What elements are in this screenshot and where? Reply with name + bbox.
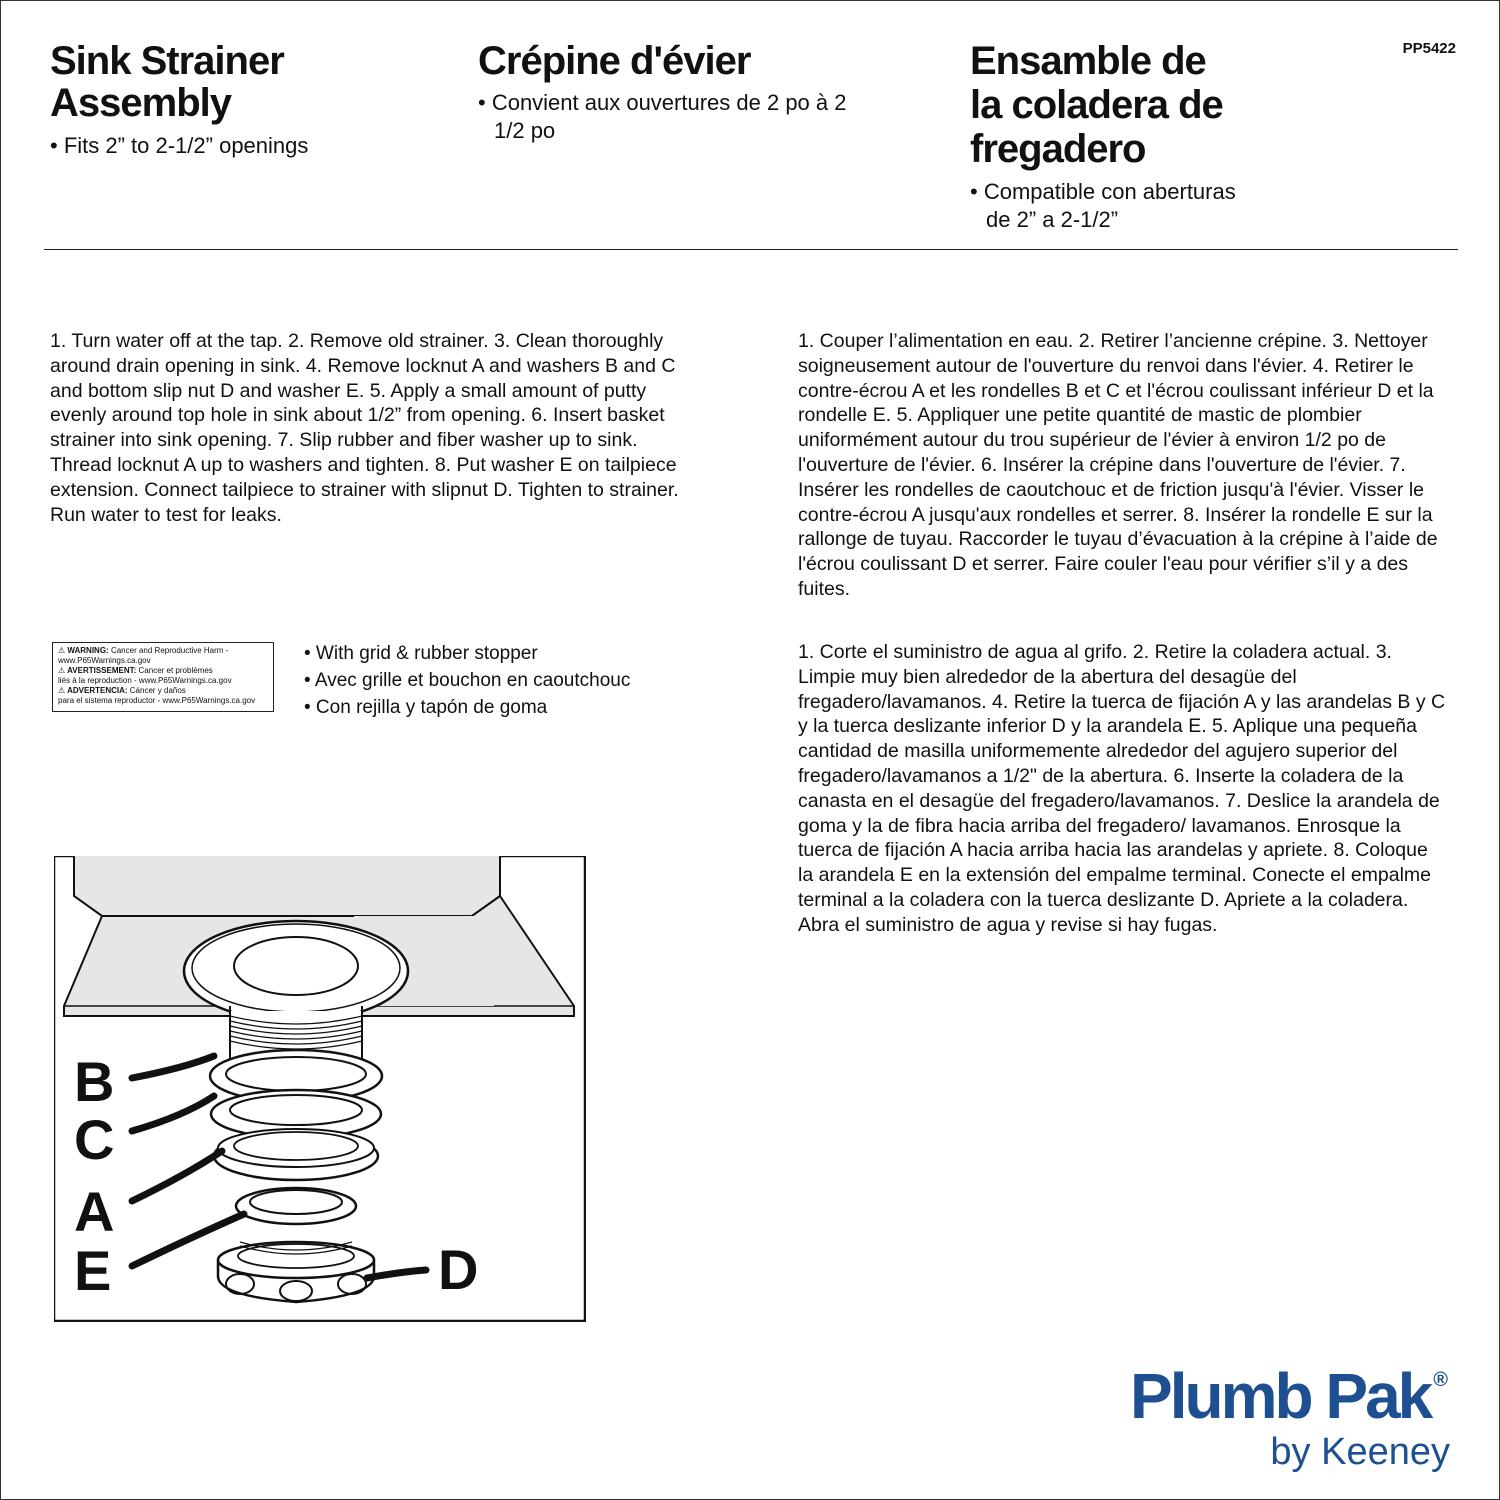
warning-url-fr: liés à la reproduction - www.P65Warnings.ca.gov bbox=[58, 676, 232, 685]
feature-item: • With grid & rubber stopper bbox=[304, 643, 538, 664]
instructions-english: 1. Turn water off at the tap. 2. Remove old strainer. 3. Clean thoroughly around drain opening in sink. 4. Remove locknut A and washers B and C and bottom slip nut D and washer E. 5. Apply a small amount of putty evenly around top hole in sink about 1/2” from opening. 6. Insert basket strainer into sink opening. 7. Slip rubber and fiber washer up to sink. Thread locknut A up to washers and tighten. 8. Put washer E on tailpiece extension. Connect tailpiece to strainer with slipnut D. Tighten to strainer. Run water to test for leaks. bbox=[50, 330, 679, 526]
subtitle-english: • Fits 2” to 2-1/2” openings bbox=[50, 133, 309, 158]
product-code: PP5422 bbox=[1402, 40, 1456, 57]
title-english-line1: Sink Strainer bbox=[50, 39, 284, 83]
warning-label-en: ⚠ WARNING: bbox=[58, 646, 109, 655]
label-d: D bbox=[438, 1238, 479, 1301]
label-c: C bbox=[74, 1108, 115, 1171]
warning-label-fr: ⚠ AVERTISSEMENT: bbox=[58, 666, 137, 675]
brand-name: Plumb Pak bbox=[1130, 1360, 1431, 1432]
subtitle-french-line2: 1/2 po bbox=[494, 118, 556, 143]
registered-mark: ® bbox=[1433, 1369, 1448, 1391]
feature-list bbox=[304, 640, 630, 721]
washer-e-hole bbox=[250, 1190, 342, 1214]
title-spanish-line3: fregadero bbox=[970, 127, 1146, 171]
warning-text-en: Cancer and Reproductive Harm - bbox=[108, 646, 229, 655]
title-english-line2: Assembly bbox=[50, 81, 231, 125]
washer-b-hole bbox=[226, 1057, 366, 1091]
subtitle-spanish-line1: • Compatible con aberturas bbox=[970, 179, 1236, 204]
subtitle-spanish-line2: de 2” a 2-1/2” bbox=[986, 207, 1119, 232]
brand-logo bbox=[1130, 1345, 1448, 1431]
feature-item: • Con rejilla y tapón de goma bbox=[304, 697, 548, 718]
subtitle-french-line1: • Convient aux ouvertures de 2 po à 2 bbox=[478, 90, 847, 115]
brand-tagline: by Keeney bbox=[1270, 1431, 1450, 1473]
prop65-warning-box bbox=[52, 642, 274, 712]
feature-item: • Avec grille et bouchon en caoutchouc bbox=[304, 670, 631, 691]
header-divider bbox=[44, 249, 1458, 250]
title-french: Crépine d'évier bbox=[478, 39, 751, 83]
label-a: A bbox=[74, 1180, 115, 1243]
washer-c-hole bbox=[230, 1095, 362, 1125]
title-spanish-line2: la coladera de bbox=[970, 83, 1223, 127]
instructions-french: 1. Couper l’alimentation en eau. 2. Retirer l’ancienne crépine. 3. Nettoyer soigneusement autour de l'ouverture du renvoi dans l'évier. 4. Retirer le contre-écrou A et les rondelles B et C et l'écrou coulissant inférieur D et la rondelle E. 5. Appliquer une petite quantité de mastic de plombier uniformément autour du trou supérieur de l'évier à environ 1/2 po de l'ouverture de l'évier. 6. Insérer la crépine dans l'ouverture de l'évier. 7. Insérer les rondelles de caoutchouc et de friction jusqu'à l'évier. Visser le contre-écrou A jusqu'aux rondelles et serrer. 8. Insérer la rondelle E sur la rallonge de tuyau. Raccorder le tuyau d’évacuation à la crépine à l’aide de l'écrou coulissant D et serrer. Faire couler l'eau pour vérifier s’il y a des fuites. bbox=[798, 330, 1438, 600]
locknut-a-hole bbox=[234, 1132, 358, 1160]
warning-url-en: www.P65Warnings.ca.gov bbox=[58, 656, 151, 665]
warning-text-fr: Cancer et problèmes bbox=[136, 666, 213, 675]
instructions-spanish: 1. Corte el suministro de agua al grifo. 2. Retire la coladera actual. 3. Limpie muy bien alrededor de la abertura del desagüe del fregadero/lavamanos. 4. Retire la tuerca de fijación A y las arandelas B y C y la tuerca deslizante inferior D y la arandela E. 5. Aplique una pequeña cantidad de masilla uniformemente alrededor del agujero superior del fregadero/lavamanos a 1/2" de la abertura. 6. Inserte la coladera de la canasta en el desagüe del fregadero/lavamanos. 7. Deslice la arandela de goma y la de fibra hacia arriba del fregadero/ lavamanos. Enrosque la tuerca de fijación A hacia arriba hacia las arandelas y apriete. 8. Coloque la arandela E en la extensión del empalme terminal. Conecte el empalme terminal a la coladera con la tuerca deslizante D. Apriete a la coladera. Abra el suministro de agua y revise si hay fugas. bbox=[798, 641, 1446, 936]
strainer-assembly-diagram bbox=[54, 856, 586, 1322]
warning-url-es: para el sistema reproductor - www.P65Warnings.ca.gov bbox=[58, 696, 256, 705]
warning-label-es: ⚠ ADVERTENCIA: bbox=[58, 686, 128, 695]
title-spanish-line1: Ensamble de bbox=[970, 39, 1206, 83]
label-b: B bbox=[74, 1050, 115, 1113]
slip-nut-d-hole bbox=[238, 1244, 354, 1268]
sink-back-wall bbox=[74, 856, 500, 916]
strainer-opening bbox=[234, 937, 358, 995]
label-e: E bbox=[74, 1239, 112, 1302]
warning-text-es: Cáncer y daños bbox=[127, 686, 186, 695]
